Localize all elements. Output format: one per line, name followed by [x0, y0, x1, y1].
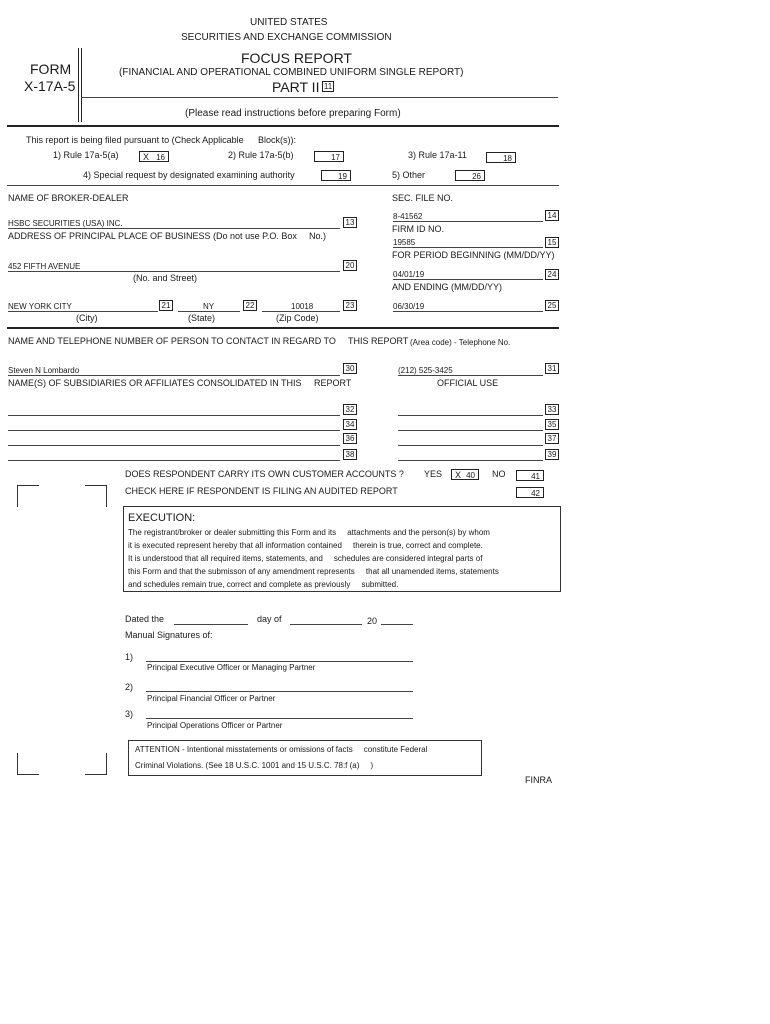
contact-name-box: 30 — [343, 363, 357, 374]
yes-checkbox[interactable] — [451, 469, 479, 480]
subsidiary-line-4[interactable] — [8, 460, 340, 461]
audited-report-question: CHECK HERE IF RESPONDENT IS FILING AN AUDITED REPORT — [125, 486, 398, 496]
subsidiary-line-3[interactable] — [8, 445, 340, 446]
header-divider-1 — [78, 48, 79, 122]
day-of-label: day of — [257, 614, 282, 624]
official-use-box-2: 35 — [545, 419, 559, 430]
zip-box: 23 — [343, 300, 357, 311]
official-use-line-1[interactable] — [398, 415, 543, 416]
dated-label: Dated the — [125, 614, 165, 624]
signature-2-number: 2) — [125, 682, 134, 692]
signature-1-title: Principal Executive Officer or Managing Partner — [147, 663, 316, 672]
firm-id-box: 15 — [545, 237, 559, 248]
broker-name-value[interactable]: HSBC SECURITIES (USA) INC. — [8, 219, 123, 228]
street-box: 20 — [343, 260, 357, 271]
state-line — [178, 311, 240, 312]
contact-phone-line — [398, 375, 543, 376]
broker-name-label: NAME OF BROKER-DEALER — [8, 193, 129, 203]
address-label: ADDRESS OF PRINCIPAL PLACE OF BUSINESS (Do not use P.O. Box — [8, 231, 297, 241]
street-caption: (No. and Street) — [133, 273, 198, 283]
state-value[interactable]: NY — [203, 302, 215, 311]
form-id: X-17A-5 — [24, 78, 76, 94]
rule2-box-number: 17 — [331, 153, 340, 162]
execution-line-4: this Form and that the submisson of any amendment represents that all unamended items, statements — [128, 567, 499, 576]
filing-intro-tail: Block(s)): — [258, 135, 296, 145]
corner-mark-bottom-left — [17, 753, 39, 775]
street-value[interactable]: 452 FIFTH AVENUE — [8, 262, 81, 271]
rule1-box-number: 16 — [156, 153, 165, 162]
period-end-value[interactable]: 06/30/19 — [393, 302, 425, 311]
rule3-box-number: 18 — [503, 154, 512, 163]
official-use-line-2[interactable] — [398, 430, 543, 431]
execution-line-2: it is executed represent hereby that all information contained therein is true, correct and complete. — [128, 541, 483, 550]
country-heading: UNITED STATES — [250, 17, 328, 28]
official-use-label: OFFICIAL USE — [437, 378, 499, 388]
execution-title: EXECUTION: — [128, 512, 196, 524]
corner-mark-top-left — [17, 485, 39, 507]
special-request-box-number: 19 — [338, 172, 347, 181]
official-use-line-4[interactable] — [398, 460, 543, 461]
form-label: FORM — [30, 61, 72, 77]
subsidiary-box-1: 32 — [343, 404, 357, 415]
header-rule — [81, 97, 558, 98]
signature-1-number: 1) — [125, 652, 134, 662]
agency-heading: SECURITIES AND EXCHANGE COMMISSION — [181, 32, 392, 43]
phone-label: (Area code) - Telephone No. — [410, 338, 511, 347]
sec-file-box: 14 — [545, 210, 559, 221]
execution-line-5: and schedules remain true, correct and complete as previously submitted. — [128, 580, 399, 589]
finra-footer: FINRA — [525, 775, 552, 785]
rule2-checkbox[interactable] — [314, 151, 344, 162]
firm-id-label: FIRM ID NO. — [392, 224, 444, 234]
customer-accounts-question: DOES RESPONDENT CARRY ITS OWN CUSTOMER ACCOUNTS ? — [125, 469, 404, 479]
official-use-box-4: 39 — [545, 449, 559, 460]
city-box: 21 — [159, 300, 173, 311]
city-value[interactable]: NEW YORK CITY — [8, 302, 72, 311]
subsidiary-line-1[interactable] — [8, 415, 340, 416]
header-bottom-rule — [7, 125, 559, 127]
execution-line-3: It is understood that all required items, statements, and schedules are considered integral parts of — [128, 554, 483, 563]
subsidiaries-label: NAME(S) OF SUBSIDIARIES OR AFFILIATES CONSOLIDATED IN THIS — [8, 378, 302, 388]
part-label: PART II — [272, 79, 320, 95]
instructions-text: (Please read instructions before preparing Form) — [185, 108, 401, 119]
signature-2-line[interactable] — [146, 691, 413, 692]
signature-3-number: 3) — [125, 709, 134, 719]
firm-id-value[interactable]: 19585 — [393, 238, 416, 247]
filing-intro: This report is being filed pursuant to (Check Applicable — [26, 135, 244, 145]
zip-caption: (Zip Code) — [276, 313, 319, 323]
other-box-number: 26 — [472, 172, 481, 181]
subsidiary-box-2: 34 — [343, 419, 357, 430]
year-label: 20 — [367, 616, 378, 626]
official-use-box-3: 37 — [545, 433, 559, 444]
contact-label-tail: THIS REPORT — [348, 336, 409, 346]
filing-bottom-rule — [7, 185, 559, 186]
part-box: 11 — [323, 82, 333, 91]
attention-line-1: ATTENTION - Intentional misstatements or omissions of facts constitute Federal — [135, 745, 428, 754]
signature-3-line[interactable] — [146, 718, 413, 719]
broker-name-line — [8, 228, 340, 229]
contact-phone-box: 31 — [545, 363, 559, 374]
zip-value[interactable]: 10018 — [291, 302, 314, 311]
attention-line-2: Criminal Violations. (See 18 U.S.C. 1001 and 15 U.S.C. 78:f (a) ) — [135, 761, 374, 770]
report-subtitle: (FINANCIAL AND OPERATIONAL COMBINED UNIFORM SINGLE REPORT) — [119, 67, 464, 78]
contact-label: NAME AND TELEPHONE NUMBER OF PERSON TO CONTACT IN REGARD TO — [8, 336, 336, 346]
header-divider-2 — [81, 48, 82, 122]
yes-box-number: 40 — [466, 471, 475, 480]
execution-line-1: The registrant/broker or dealer submitting this Form and its attachments and the person(s) by whom — [128, 528, 490, 537]
firm-id-line — [393, 247, 543, 248]
city-line — [8, 311, 158, 312]
city-caption: (City) — [76, 313, 98, 323]
period-beginning-label: FOR PERIOD BEGINNING (MM/DD/YY) — [392, 250, 555, 260]
audited-box-number: 42 — [531, 489, 540, 498]
street-line — [8, 271, 340, 272]
yes-check-mark: X — [455, 470, 462, 480]
corner-mark-bottom-right — [85, 753, 107, 775]
rule2-label: 2) Rule 17a-5(b) — [228, 150, 294, 160]
signature-2-title: Principal Financial Officer or Partner — [147, 694, 276, 703]
no-label: NO — [492, 469, 506, 479]
manual-signatures-label: Manual Signatures of: — [125, 630, 213, 640]
zip-line — [262, 311, 340, 312]
contact-name-value[interactable]: Steven N Lombardo — [8, 366, 80, 375]
contact-phone-value[interactable]: (212) 525-3425 — [398, 366, 453, 375]
signature-1-line[interactable] — [146, 661, 413, 662]
subsidiary-line-2[interactable] — [8, 430, 340, 431]
contact-name-line — [8, 375, 340, 376]
official-use-box-1: 33 — [545, 404, 559, 415]
signature-3-title: Principal Operations Officer or Partner — [147, 721, 283, 730]
other-label: 5) Other — [392, 170, 426, 180]
dated-month-line[interactable] — [290, 624, 362, 625]
rule3-label: 3) Rule 17a-11 — [408, 150, 467, 160]
rule1-checkbox[interactable] — [139, 151, 169, 162]
no-checkbox[interactable] — [516, 470, 544, 481]
period-begin-value[interactable]: 04/01/19 — [393, 270, 425, 279]
rule1-check-mark: X — [143, 152, 150, 162]
state-box: 22 — [243, 300, 257, 311]
subsidiaries-label-tail: REPORT — [314, 378, 352, 388]
official-use-line-3[interactable] — [398, 445, 543, 446]
special-request-label: 4) Special request by designated examining authority — [83, 170, 295, 180]
sec-file-label: SEC. FILE NO. — [392, 193, 454, 203]
dated-year-line[interactable] — [381, 624, 413, 625]
sec-file-line — [393, 221, 543, 222]
report-title: FOCUS REPORT — [241, 50, 352, 66]
audited-report-checkbox[interactable] — [516, 487, 544, 498]
sec-file-value[interactable]: 8-41562 — [393, 212, 423, 221]
period-end-line — [393, 311, 543, 312]
address-label-tail: No.) — [309, 231, 327, 241]
yes-label: YES — [424, 469, 443, 479]
rule1-label: 1) Rule 17a-5(a) — [53, 150, 119, 160]
broker-bottom-rule — [7, 327, 559, 329]
no-box-number: 41 — [531, 472, 540, 481]
subsidiary-box-4: 38 — [343, 449, 357, 460]
broker-name-box: 13 — [343, 217, 357, 228]
period-begin-box: 24 — [545, 269, 559, 280]
corner-mark-top-right — [85, 485, 107, 507]
period-begin-line — [393, 279, 543, 280]
period-ending-label: AND ENDING (MM/DD/YY) — [392, 282, 502, 292]
dated-day-line[interactable] — [174, 624, 248, 625]
rule3-checkbox[interactable] — [486, 152, 516, 163]
other-checkbox[interactable] — [455, 170, 485, 181]
special-request-checkbox[interactable] — [321, 170, 351, 181]
period-end-box: 25 — [545, 300, 559, 311]
subsidiary-box-3: 36 — [343, 433, 357, 444]
state-caption: (State) — [188, 313, 216, 323]
